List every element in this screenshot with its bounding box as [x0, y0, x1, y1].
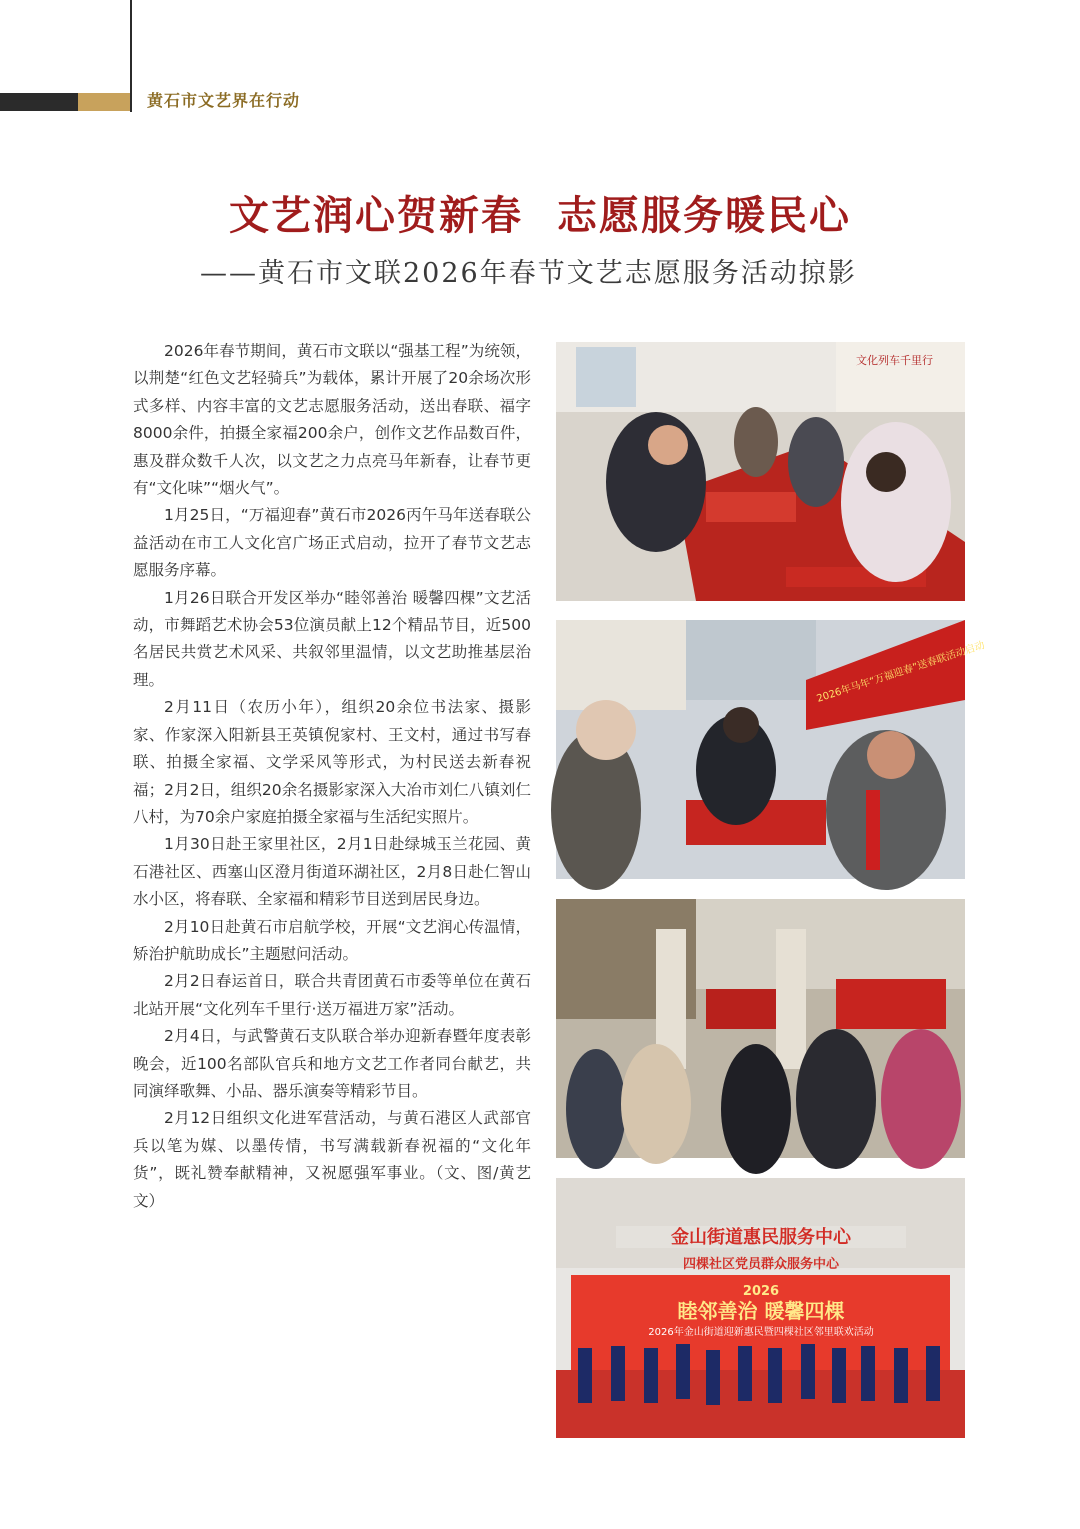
photo4-sign-top: 金山街道惠民服务中心 — [671, 1227, 851, 1248]
photo4-stage-title: 睦邻善治 暖馨四棵 — [677, 1299, 845, 1323]
article-paragraph: 1月30日赴王家里社区，2月1日赴绿城玉兰花园、黄石港社区、西塞山区澄月街道环湖社区，2月8日赴仁智山水小区，将春联、全家福和精彩节目送到居民身边。 — [133, 835, 531, 909]
article-body — [133, 338, 531, 1215]
photo2-banner-text: 2026年马年“万福迎春”送春联活动启动 — [815, 640, 987, 705]
header-vertical-rule — [130, 0, 132, 112]
photo4-stage-subtitle: 2026年金山街道迎新惠民暨四棵社区邻里联欢活动 — [648, 1327, 874, 1338]
article-paragraph: 2月12日组织文化进军营活动，与黄石港区人武部官兵以笔为媒、以墨传情，书写满载新春祝福的“文化年货”，既礼赞奉献精神，又祝愿强军事业。（文、图/黄艺文） — [133, 1109, 531, 1210]
main-title-part-1: 文艺润心贺新春 — [229, 192, 523, 239]
section-label: 黄石市文艺界在行动 — [147, 91, 301, 110]
article-paragraph: 2月11日（农历小年），组织20余位书法家、摄影家、作家深入阳新县王英镇倪家村、王文村，通过书写春联、拍摄全家福、文学采风等形式，为村民送去新春祝福；2月2日，组织20余名摄影家深入大冶市刘仁八镇刘仁八村，为70余户家庭拍摄全家福与生活纪实照片。 — [133, 698, 531, 826]
article-subtitle: ——黄石市文联2026年春节文艺志愿服务活动掠影 — [200, 258, 857, 289]
article-paragraph: 2月2日春运首日，联合共青团黄石市委等单位在黄石北站开展“文化列车千里行·送万福进万家”活动。 — [133, 972, 531, 1018]
article-paragraph: 2月4日，与武警黄石支队联合举办迎新春暨年度表彰晚会，近100名部队官兵和地方文艺工作者同台献艺，共同演绎歌舞、小品、器乐演奏等精彩节目。 — [133, 1027, 531, 1100]
photo-community-performance — [556, 1178, 965, 1438]
article-paragraph: 2月10日赴黄石市启航学校，开展“文艺润心传温情，矫治护航助成长”主题慰问活动。 — [133, 917, 531, 963]
photo1-banner-text: 文化列车千里行 — [856, 354, 933, 367]
main-title-part-2: 志愿服务暖民心 — [557, 192, 851, 239]
photo4-year: 2026 — [742, 1284, 780, 1299]
header-band-dark — [0, 93, 78, 111]
article-main-title — [0, 188, 1080, 244]
article-paragraph: 2026年春节期间，黄石市文联以“强基工程”为统领，以荆楚“红色文艺轻骑兵”为载体，累计开展了20余场次形式多样、内容丰富的文艺志愿服务活动，送出春联、福字8000余件，拍摄全家福200余户，创作文艺作品数百件，惠及群众数千人次，以文艺之力点亮马年新春，让春节更有“文化味”“烟火气”。 — [133, 342, 531, 498]
photo-community-visit — [556, 899, 965, 1158]
photo-couplet-launch — [556, 620, 987, 879]
photo-couplet-writing — [556, 342, 965, 601]
header-band-gold — [78, 93, 130, 111]
article-paragraph: 1月25日，“万福迎春”黄石市2026丙午马年送春联公益活动在市工人文化宫广场正式启动，拉开了春节文艺志愿服务序幕。 — [133, 506, 531, 580]
photo4-sign-mid: 四棵社区党员群众服务中心 — [682, 1257, 840, 1272]
article-paragraph: 1月26日联合开发区举办“睦邻善治 暖馨四棵”文艺活动，市舞蹈艺术协会53位演员献上12个精品节目，近500名居民共赏艺术风采、共叙邻里温情，以文艺助推基层治理。 — [133, 588, 531, 689]
